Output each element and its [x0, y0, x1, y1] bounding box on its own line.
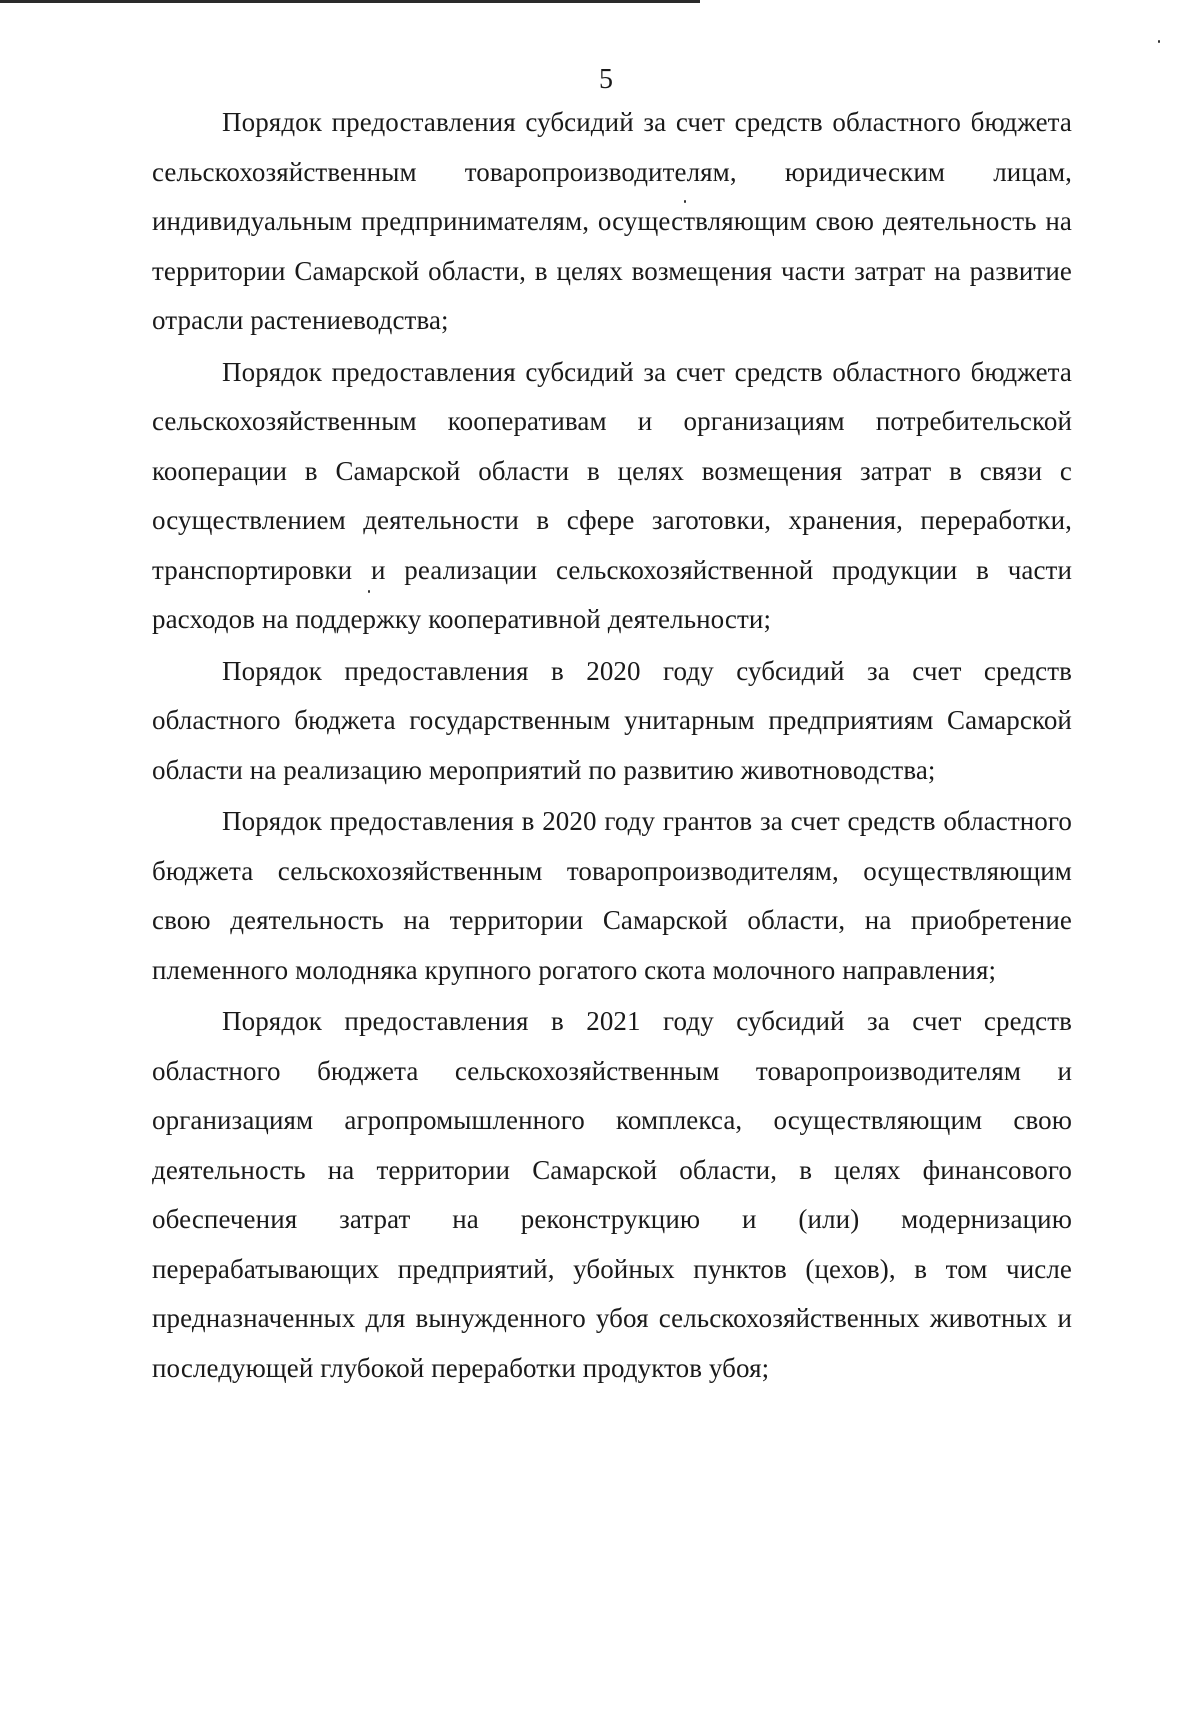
paragraph-5: Порядок предоставления в 2021 году субсидий за счет средств областного бюджета сельскохозяйственным товаропроизводителям и организациям агропромышленного комплекса, осуществляющим свою деятельность на территории Самарской области, в целях финансового обеспечения затрат на реконструкцию и (или) модернизацию перерабатывающих предприятий, убойных пунктов (цехов), в том числе предназначенных для вынужденного убоя сельскохозяйственных животных и последующей глубокой переработки продуктов убоя; — [152, 1006, 1072, 1383]
scan-edge-line — [0, 0, 700, 3]
paragraph-4: Порядок предоставления в 2020 году грантов за счет средств областного бюджета сельскохозяйственным товаропроизводителям, осуществляющим свою деятельность на территории Самарской области, на приобретение племенного молодняка крупного рогатого скота молочного направления; — [152, 806, 1072, 985]
paragraph-2: Порядок предоставления субсидий за счет средств областного бюджета сельскохозяйственным кооперативам и организациям потребительской кооперации в Самарской области в целях возмещения затрат в связи с осуществлением деятельности в сфере заготовки, хранения, переработки, транспортировки и реализации сельскохозяйственной продукции в части расходов на поддержку кооперативной деятельности; — [152, 356, 1072, 634]
scan-speck — [1158, 40, 1160, 43]
document-body — [152, 98, 1072, 1395]
paragraph-1: Порядок предоставления субсидий за счет средств областного бюджета сельскохозяйственным товаропроизводителям, юридическим лицам, индивидуальным предпринимателям, осуществляющим свою деятельность на территории Самарской области, в целях возмещения части затрат на развитие отрасли растениеводства; — [152, 107, 1072, 335]
page-number: 5 — [599, 64, 613, 95]
paragraph-3: Порядок предоставления в 2020 году субсидий за счет средств областного бюджета государственным унитарным предприятиям Самарской области на реализацию мероприятий по развитию животноводства; — [152, 655, 1072, 785]
